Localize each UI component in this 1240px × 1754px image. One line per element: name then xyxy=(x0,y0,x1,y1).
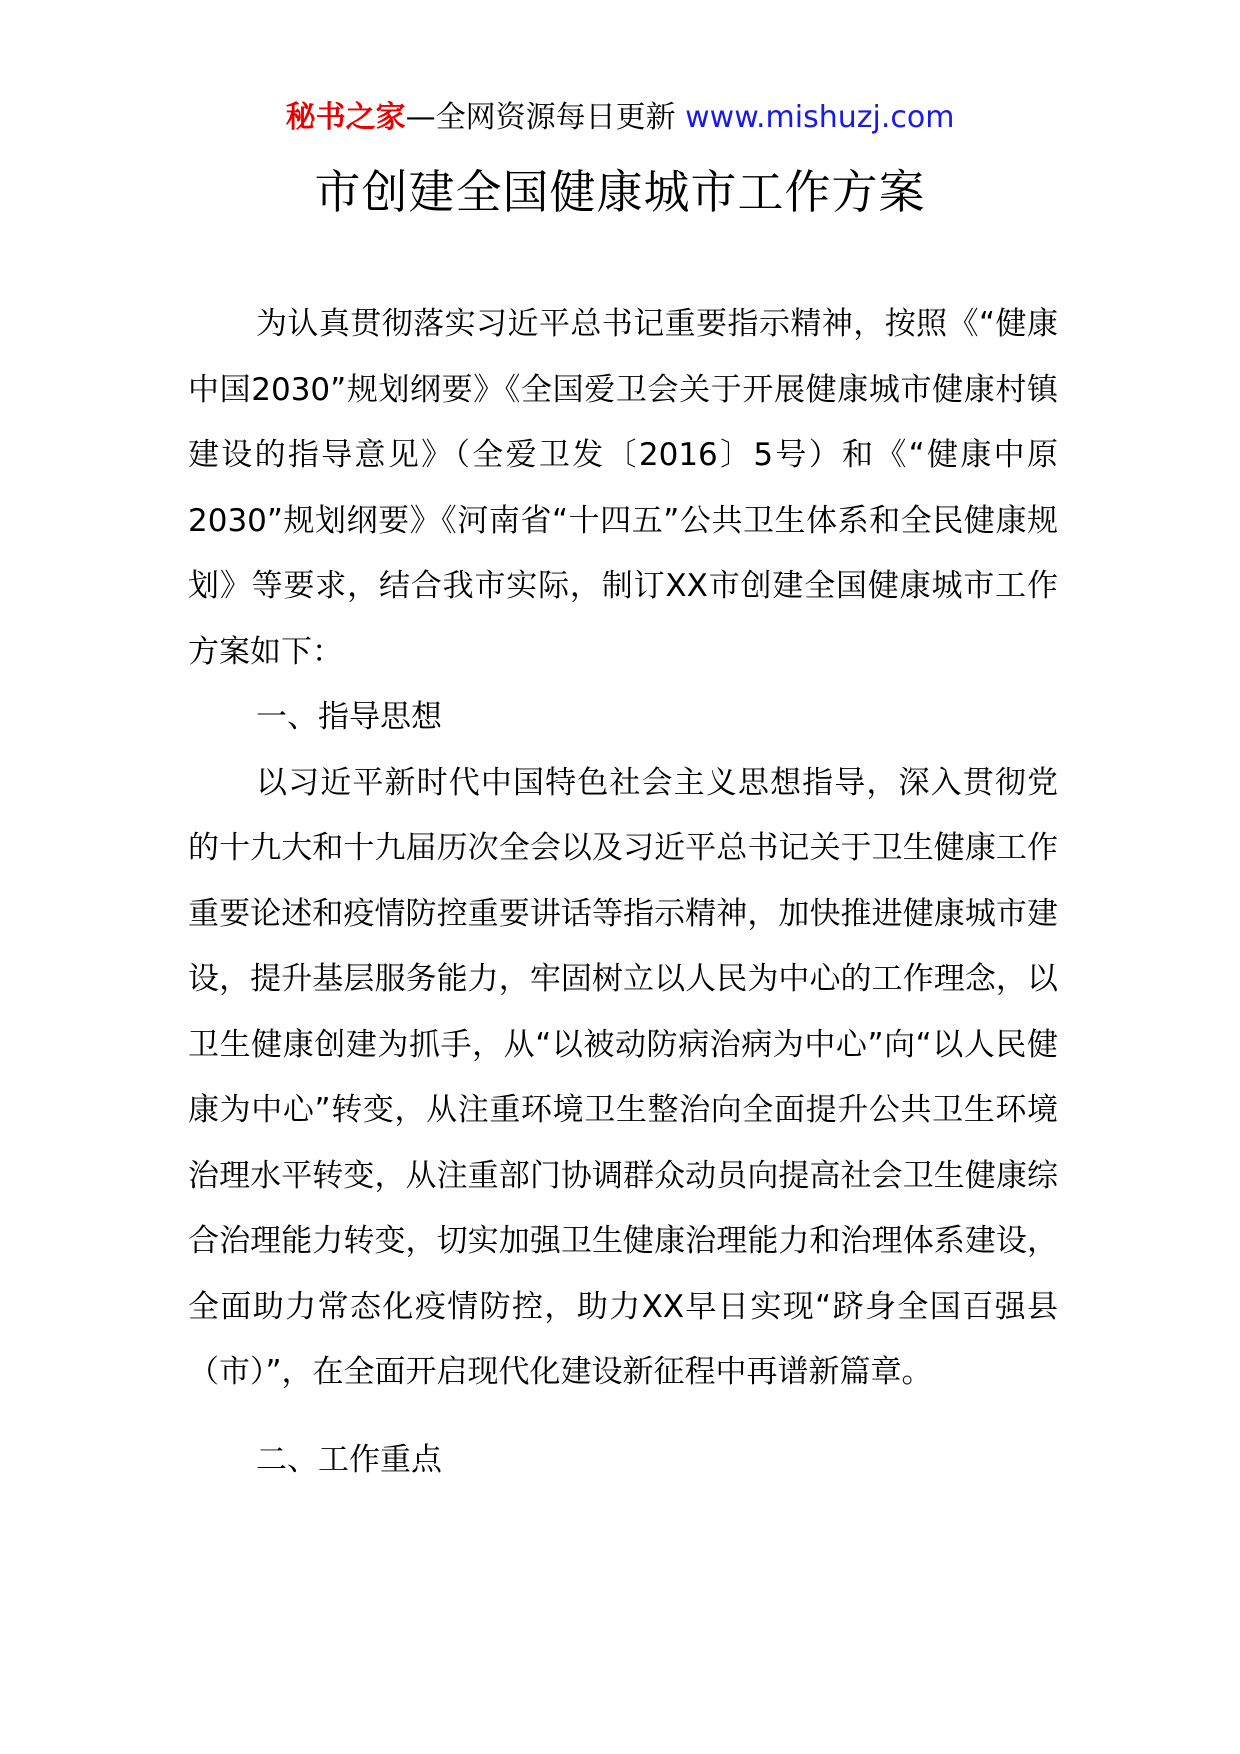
site-url-link[interactable]: www.mishuzj.com xyxy=(685,100,955,135)
site-brand: 秘书之家 xyxy=(285,100,406,135)
section-heading-work-focus: 二、工作重点 xyxy=(256,1441,442,1478)
site-header xyxy=(0,98,1240,138)
site-tagline: —全网资源每日更新 xyxy=(405,100,676,135)
intro-paragraph: 为认真贯彻落实习近平总书记重要指示精神，按照《“健康中国2030”规划纲要》《全国爱卫会关于开展健康城市健康村镇建设的指导意见》（全爱卫发〔2016〕5号）和《“健康中原2030”规划纲要》《河南省“十四五”公共卫生体系和全民健康规划》等要求，结合我市实际，制订XX市创建全国健康城市工作方案如下： xyxy=(188,306,1058,670)
document-title: 市创建全国健康城市工作方案 xyxy=(314,165,926,219)
document-body xyxy=(188,292,1058,1493)
section-paragraph-guiding-ideology: 以习近平新时代中国特色社会主义思想指导，深入贯彻党的十九大和十九届历次全会以及习近平总书记关于卫生健康工作重要论述和疫情防控重要讲话等指示精神，加快推进健康城市建设，提升基层服务能力，牢固树立以人民为中心的工作理念，以卫生健康创建为抓手，从“以被动防病治病为中心”向“以人民健康为中心”转变，从注重环境卫生整治向全面提升公共卫生环境治理水平转变，从注重部门协调群众动员向提高社会卫生健康综合治理能力转变，切实加强卫生健康治理能力和治理体系建设，全面助力常态化疫情防控，助力XX早日实现“跻身全国百强县（市）”，在全面开启现代化建设新征程中再谱新篇章。 xyxy=(188,764,1058,1390)
section-heading-guiding-ideology: 一、指导思想 xyxy=(256,699,442,735)
